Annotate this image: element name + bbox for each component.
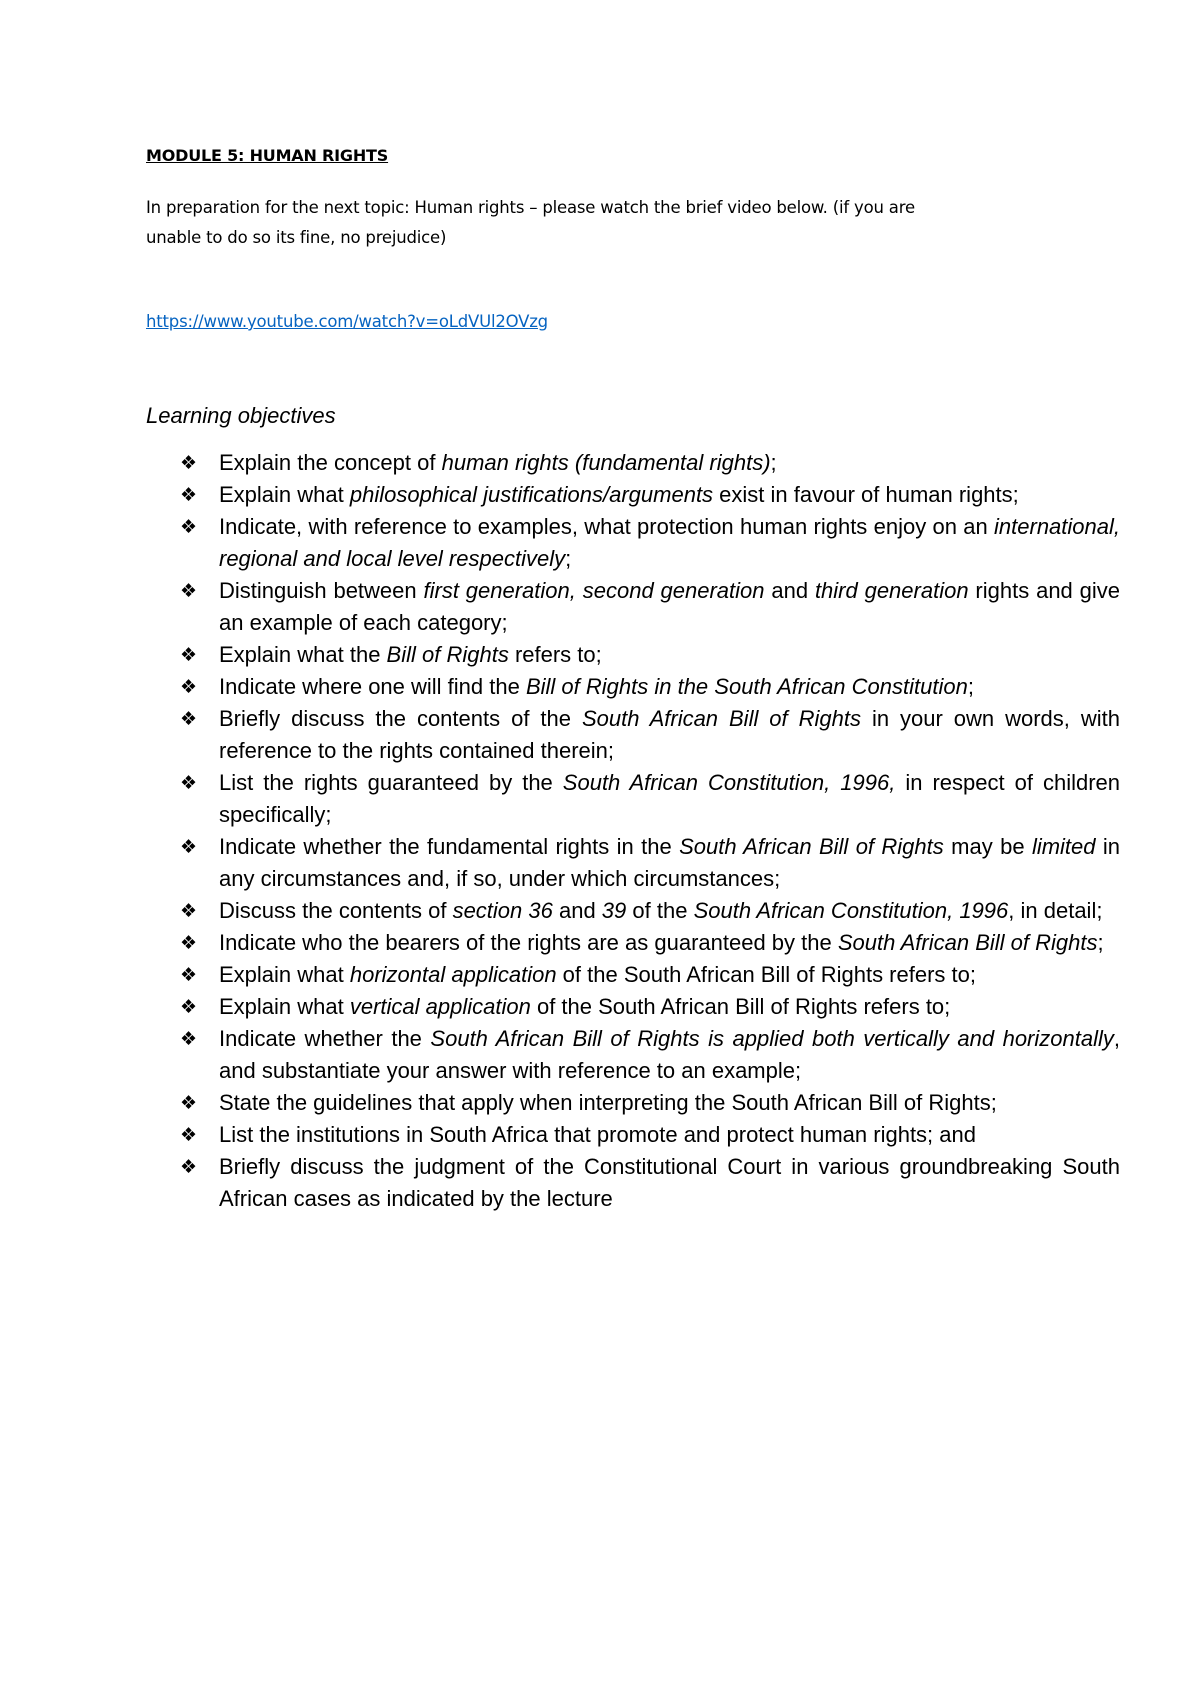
diamond-bullet-icon: ❖	[180, 964, 198, 986]
diamond-bullet-icon: ❖	[180, 1092, 198, 1114]
intro-line-2: unable to do so its fine, no prejudice)	[146, 228, 447, 247]
objective-text: in any circumstances and, if so, under which circumstances;	[219, 834, 1121, 891]
objective-text: and	[764, 578, 815, 603]
objective-item	[180, 895, 1120, 927]
objective-item	[180, 447, 1120, 479]
objective-text: State the guidelines that apply when interpreting the South African Bill of Rights;	[219, 1090, 997, 1115]
objective-item	[180, 479, 1120, 511]
objective-text: may be	[943, 834, 1032, 859]
diamond-bullet-icon: ❖	[180, 900, 198, 922]
video-link[interactable]: https://www.youtube.com/watch?v=oLdVUl2OVzg	[146, 312, 548, 331]
objective-item	[180, 511, 1120, 575]
objective-item	[180, 671, 1120, 703]
objective-emphasis: first generation, second generation	[423, 578, 765, 603]
objective-item	[180, 831, 1120, 895]
objective-item	[180, 1023, 1120, 1087]
objective-emphasis: philosophical justifications/arguments	[349, 482, 714, 507]
objective-emphasis: South African Constitution, 1996	[693, 898, 1009, 923]
diamond-bullet-icon: ❖	[180, 836, 198, 858]
objective-text: Indicate who the bearers of the rights are as guaranteed by the	[219, 930, 838, 955]
objective-emphasis: section 36	[452, 898, 553, 923]
objective-text: refers to;	[508, 642, 602, 667]
objective-text: in your own words, with reference to the rights contained therein;	[219, 706, 1120, 763]
objective-text: ;	[1097, 930, 1104, 955]
objective-text: List the rights guaranteed by the	[219, 770, 563, 795]
objective-item	[180, 575, 1120, 639]
objective-text: Explain what	[219, 962, 350, 987]
objective-text: ;	[770, 450, 777, 475]
objective-text: Indicate whether the fundamental rights in the	[219, 834, 680, 859]
objective-emphasis: human rights (fundamental rights)	[441, 450, 771, 475]
objective-item	[180, 639, 1120, 671]
objective-text: Distinguish between	[219, 578, 424, 603]
diamond-bullet-icon: ❖	[180, 996, 198, 1018]
module-heading: MODULE 5: HUMAN RIGHTS	[146, 146, 389, 165]
objective-item	[180, 1119, 1120, 1151]
objective-emphasis: international, regional and local level respectively	[219, 514, 1120, 571]
objective-emphasis: limited	[1031, 834, 1096, 859]
objective-text: Explain the concept of	[219, 450, 442, 475]
objective-text: of the	[626, 898, 694, 923]
objective-text: rights and give an example of each category;	[219, 578, 1121, 635]
objective-text: and	[552, 898, 602, 923]
intro-paragraph	[146, 193, 1046, 253]
objective-item	[180, 1087, 1120, 1119]
objective-text: of the South African Bill of Rights refers to;	[530, 994, 951, 1019]
objective-item	[180, 703, 1120, 767]
objective-item	[180, 1151, 1120, 1215]
diamond-bullet-icon: ❖	[180, 772, 198, 794]
objective-emphasis: South African Bill of Rights	[581, 706, 861, 731]
objective-text: Indicate, with reference to examples, what protection human rights enjoy on an	[219, 514, 995, 539]
objective-text: of the South African Bill of Rights refers to;	[556, 962, 976, 987]
objective-emphasis: Bill of Rights	[386, 642, 509, 667]
diamond-bullet-icon: ❖	[180, 1156, 198, 1178]
intro-line-1: In preparation for the next topic: Human rights – please watch the brief video below. (if you are	[146, 198, 915, 217]
objective-emphasis: horizontal application	[349, 962, 557, 987]
diamond-bullet-icon: ❖	[180, 644, 198, 666]
objective-item	[180, 991, 1120, 1023]
objective-text: Briefly discuss the judgment of the Constitutional Court in various groundbreaking South African cases as indicated by the lecture	[219, 1154, 1120, 1211]
objective-text: ;	[565, 546, 572, 571]
diamond-bullet-icon: ❖	[180, 1124, 198, 1146]
diamond-bullet-icon: ❖	[180, 676, 198, 698]
objective-text: List the institutions in South Africa that promote and protect human rights; and	[219, 1122, 976, 1147]
objective-emphasis: Bill of Rights in the South African Constitution	[525, 674, 968, 699]
objective-text: Discuss the contents of	[219, 898, 453, 923]
objective-text: , in detail;	[1008, 898, 1103, 923]
objective-text: ;	[967, 674, 974, 699]
diamond-bullet-icon: ❖	[180, 580, 198, 602]
diamond-bullet-icon: ❖	[180, 452, 198, 474]
objective-text: in respect of children specifically;	[219, 770, 1120, 827]
objective-item	[180, 927, 1120, 959]
objective-text: Explain what	[219, 482, 350, 507]
objective-emphasis: vertical application	[349, 994, 531, 1019]
objective-emphasis: South African Constitution, 1996,	[562, 770, 896, 795]
objective-text: exist in favour of human rights;	[713, 482, 1019, 507]
diamond-bullet-icon: ❖	[180, 484, 198, 506]
objective-emphasis: South African Bill of Rights	[837, 930, 1098, 955]
diamond-bullet-icon: ❖	[180, 516, 198, 538]
objective-item	[180, 767, 1120, 831]
diamond-bullet-icon: ❖	[180, 708, 198, 730]
objective-item	[180, 959, 1120, 991]
objective-text: , and substantiate your answer with reference to an example;	[219, 1026, 1120, 1083]
objective-text: Indicate where one will find the	[219, 674, 526, 699]
diamond-bullet-icon: ❖	[180, 1028, 198, 1050]
objective-text: Briefly discuss the contents of the	[219, 706, 582, 731]
objectives-title: Learning objectives	[146, 403, 336, 428]
diamond-bullet-icon: ❖	[180, 932, 198, 954]
objective-emphasis: 39	[601, 898, 627, 923]
objective-text: Explain what	[219, 994, 350, 1019]
objective-text: Explain what the	[219, 642, 387, 667]
objective-emphasis: South African Bill of Rights	[679, 834, 944, 859]
objective-emphasis: third generation	[814, 578, 969, 603]
objective-emphasis: South African Bill of Rights is applied both vertically and horizontally	[430, 1026, 1114, 1051]
objective-text: Indicate whether the	[219, 1026, 431, 1051]
objectives-list	[180, 447, 1120, 1215]
